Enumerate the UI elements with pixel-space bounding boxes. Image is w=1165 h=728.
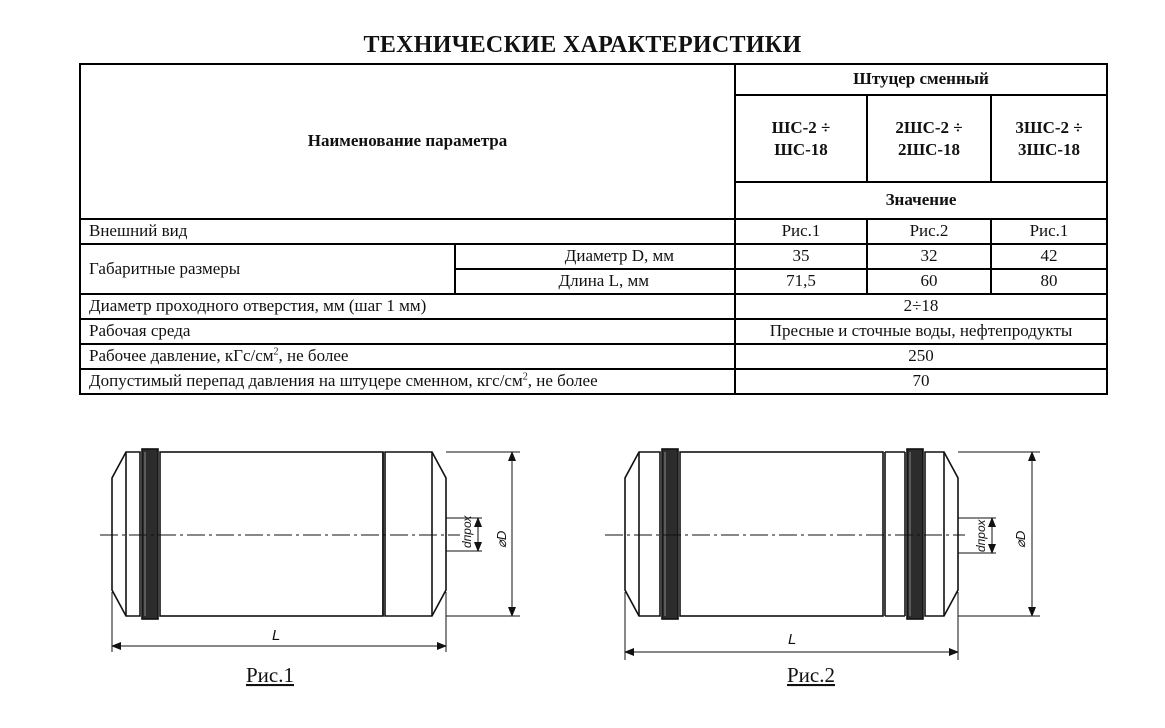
fig2-diameter-label: ⌀D: [1013, 530, 1028, 548]
cell-value: 42: [991, 244, 1107, 269]
cell-value: 60: [867, 269, 991, 294]
row-label: Допустимый перепад давления на штуцере сменном, кгс/$см^2$, не более: [80, 369, 735, 394]
header-model-2: 2ШС-2 ÷ 2ШС-18: [867, 95, 991, 182]
header-param-name: Наименование параметра: [80, 64, 735, 219]
sub-row-label: Длина L, мм: [455, 269, 735, 294]
cell-value: Пресные и сточные воды, нефтепродукты: [735, 319, 1107, 344]
figure-1-drawing: [100, 449, 520, 652]
row-label: Габаритные размеры: [80, 244, 455, 294]
fig1-caption: Рис.1: [246, 663, 294, 687]
cell-value: Рис.1: [991, 219, 1107, 244]
cell-value: 71,5: [735, 269, 867, 294]
sub-row-label: Диаметр D, мм: [455, 244, 735, 269]
header-model-1: ШС-2 ÷ ШС-18: [735, 95, 867, 182]
figure-2-drawing: [605, 449, 1040, 660]
cell-value: 35: [735, 244, 867, 269]
row-label: Диаметр проходного отверстия, мм (шаг 1 мм): [80, 294, 735, 319]
fig2-bore-label: dпрох: [974, 519, 988, 552]
header-model-3: 3ШС-2 ÷ 3ШС-18: [991, 95, 1107, 182]
cell-value: 250: [735, 344, 1107, 369]
cell-value: Рис.2: [867, 219, 991, 244]
row-label: Внешний вид: [80, 219, 735, 244]
cell-value: 32: [867, 244, 991, 269]
fig1-diameter-label: ⌀D: [494, 530, 509, 548]
cell-value: 70: [735, 369, 1107, 394]
header-value-label: Значение: [735, 182, 1107, 219]
cell-value: 2÷18: [735, 294, 1107, 319]
fig1-length-label: L: [272, 627, 281, 644]
fig2-length-label: L: [788, 631, 797, 648]
cell-value: 80: [991, 269, 1107, 294]
cell-value: Рис.1: [735, 219, 867, 244]
document-title: ТЕХНИЧЕСКИЕ ХАРАКТЕРИСТИКИ: [363, 32, 802, 58]
row-label: Рабочее давление, кГс/$см^2$, не более: [80, 344, 735, 369]
header-group: Штуцер сменный: [735, 64, 1107, 95]
fig2-caption: Рис.2: [787, 663, 835, 687]
fig1-bore-label: dпрох: [460, 515, 474, 548]
row-label: Рабочая среда: [80, 319, 735, 344]
